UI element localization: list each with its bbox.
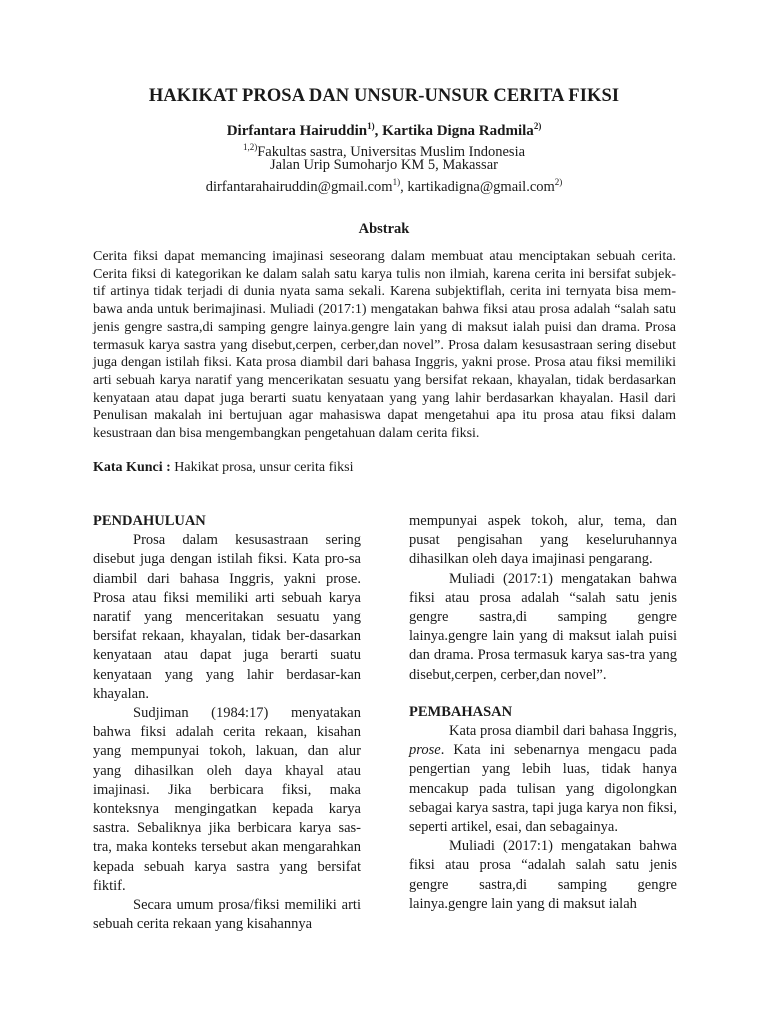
section-heading-pembahasan: PEMBAHASAN: [409, 703, 513, 720]
keywords-line: [93, 460, 676, 476]
email-separator: ,: [400, 179, 408, 195]
keywords-label: Kata Kunci :: [93, 460, 171, 475]
abstract-heading: Abstrak: [358, 221, 410, 237]
author-name: Dirfantara Hairuddin: [226, 123, 368, 139]
address: Jalan Urip Sumoharjo KM 5, Makassar: [270, 157, 498, 173]
paragraph: Sudjiman (1984:17) menyatakan bahwa fiksi adalah cerita rekaan, kisahan yang mempunyai tokoh, lakuan, dan alur yang dihasilkan oleh daya khayal atau imajinasi. Jika berbicara fiksi, maka konteksnya mengingatkan kepada karya sastra. Sebaliknya jika berbicara karya sas-tra, maka konteks tersebut akan mengarahkan kepada sebuah karya sastra yang bersifat fiktif.: [93, 705, 361, 894]
paragraph-text: Kata prosa diambil dari bahasa Inggris,: [449, 723, 677, 740]
paper-title: HAKIKAT PROSA DAN UNSUR-UNSUR CERITA FIKSI: [148, 86, 620, 106]
paragraph: Secara umum prosa/fiksi memiliki arti sebuah cerita rekaan yang kisahannya: [93, 897, 361, 933]
email-address[interactable]: kartikadigna@gmail.com: [407, 179, 555, 195]
italic-term: prose: [409, 742, 441, 759]
paragraph: Prosa dalam kesusastraan sering disebut juga dengan istilah fiksi. Kata pro-sa diambil dari bahasa Inggris, yakni prose. Prosa atau fiksi memiliki arti sebuah karya naratif yang menceritakan sesuatu yang bersifat rekaan, khayalan, tidak ber-dasarkan kenyataan atau dapat juga berarti suatu kenyataan yang yang lahir berdasar-kan khayalan.: [93, 532, 361, 702]
author-separator: ,: [374, 123, 383, 139]
left-column: [93, 512, 361, 934]
right-column: [409, 512, 677, 914]
paragraph: [409, 722, 677, 837]
email-superscript: 1): [392, 177, 401, 187]
email-address[interactable]: dirfantarahairuddin@gmail.com: [205, 179, 393, 195]
author-name: Kartika Digna Radmila: [382, 123, 534, 139]
abstract-body: Cerita fiksi dapat memancing imajinasi seseorang dalam membuat atau menciptakan sebuah cerita. Cerita fiksi di kategorikan ke dalam salah satu karya tulis non ilmiah, karena cerita ini bersifat subjek-tif artinya tidak terjadi di dunia nyata sama sekali. Karena subjektiflah, cerita ini ternyata bisa mem-bawa anda untuk berimajinasi. Muliadi (2017:1) mengatakan bahwa fiksi atau prosa adalah “salah satu jenis gengre sastra,di samping gengre lainya.gengre lain yang di maksut ialah puisi dan drama. Prosa termasuk karya sastra yang disebut,cerpen, cerber,dan novel”. Prosa dalam kesusastraan sering disebut juga dengan istilah fiksi. Kata prosa diambil dari bahasa Inggris, yakni prose. Prosa atau fiksi memiliki arti sebuah karya naratif yang mencerikatan sesuatu yang bersifat rekaan, khayalan, tidak berdasarkan kenyataan atau dapat juga berarti suatu kenyataan yang yang lahir berdasarkan khayalan. Hasil dari Penulisan makalah ini bertujuan agar mahasiswa dapat mengetahui apa itu prosa atau fiksi dalam kesustraan dan bisa mengembangkan pengetahuan dalam cerita fiksi.: [93, 249, 676, 442]
paragraph: mempunyai aspek tokoh, alur, tema, dan pusat pengisahan yang keseluruhannya dihasilkan oleh daya imajinasi pengarang.: [409, 513, 677, 568]
paragraph: Muliadi (2017:1) mengatakan bahwa fiksi atau prosa “adalah salah satu jenis gengre sastra,di samping gengre lainya.gengre lain yang di maksut ialah: [409, 838, 677, 912]
keywords-text: Hakikat prosa, unsur cerita fiksi: [170, 460, 354, 475]
email-superscript: 2): [554, 177, 563, 187]
section-heading-pendahuluan: PENDAHULUAN: [93, 513, 206, 529]
paragraph: Muliadi (2017:1) mengatakan bahwa fiksi atau prosa adalah “salah satu jenis gengre sastra,di samping gengre lainya.gengre lain yang di maksut ialah puisi dan drama. Prosa termasuk karya sas-tra yang disebut,cerpen, cerber,dan novel”.: [409, 570, 677, 683]
paragraph-text: . Kata ini sebenarnya mengacu pada pengertian yang lebih luas, tidak hanya mencakup pada tulisan yang digolongkan sebagai karya sastra, tapi juga karya non fiksi, seperti artikel, esai, dan sebagainya.: [409, 742, 677, 836]
email-line: [0, 173, 768, 196]
author-superscript: 2): [533, 121, 542, 131]
affiliation-superscript: 1,2): [242, 142, 258, 152]
author-superscript: 1): [367, 121, 375, 131]
affiliation-text: Fakultas sastra, Universitas Muslim Indonesia: [257, 144, 526, 160]
